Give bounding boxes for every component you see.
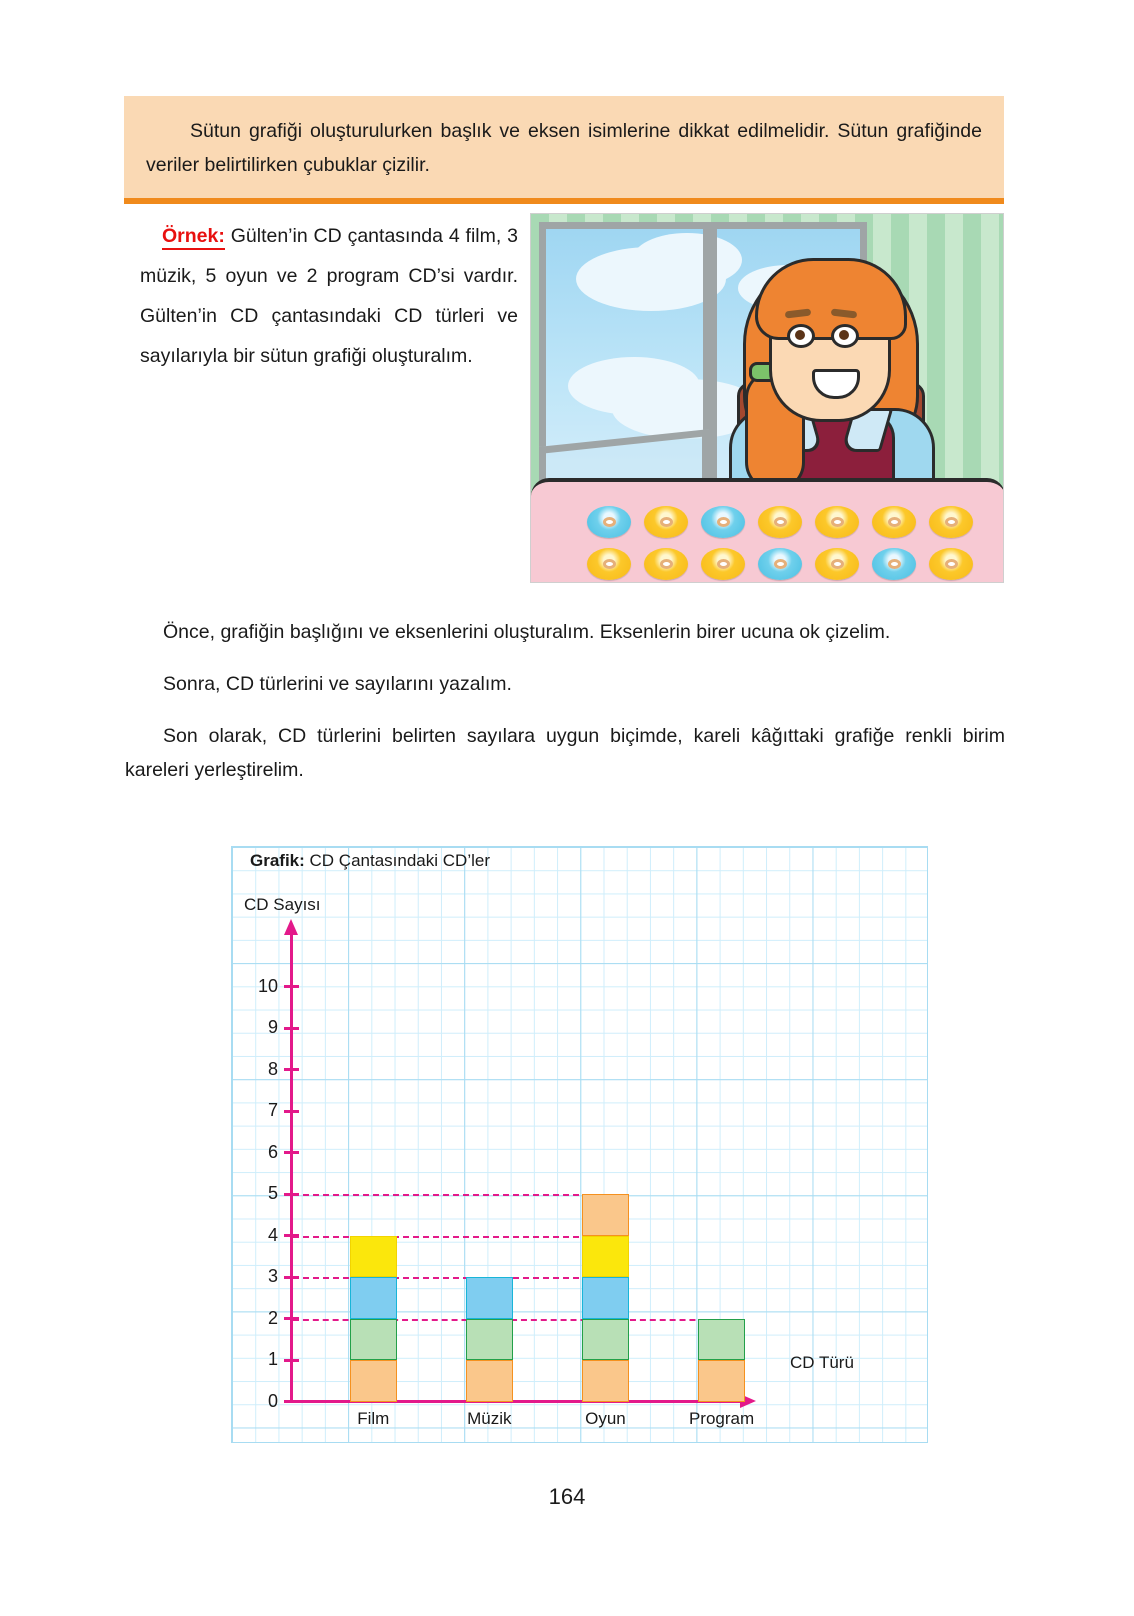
guide-line-3 [293,1277,629,1279]
y-tick-label-1: 1 [267,1349,278,1369]
bar-oyun [582,1194,629,1402]
desk [531,478,1004,582]
example-paragraph [140,216,518,376]
cd-icon [644,506,688,538]
eye-right [831,324,859,348]
bar-chart [231,846,928,1443]
cd-icon [815,506,859,538]
chart-title-prefix: Grafik: [250,851,305,870]
example-text: Gülten’in CD çantasında 4 film, 3 müzik, 5 oyun ve 2 program CD’si vardır. Gülten’in CD çantasındaki CD türleri ve sayılarıyla bir sütun grafiği oluşturalım. [140,225,519,367]
unit-square [582,1277,629,1319]
cd-icon [929,548,973,580]
unit-square [466,1277,513,1319]
cd-icon [644,548,688,580]
illustration-girl-with-cds [530,213,1004,583]
y-tick-0 [284,1400,299,1403]
y-tick-8 [284,1068,299,1071]
chart-title [250,851,490,871]
unit-square [350,1360,397,1402]
paragraph-1: Önce, grafiğin başlığını ve eksenlerini oluşturalım. Eksenlerin birer ucuna ok çizelim. [163,621,891,643]
y-tick-label-10: 10 [257,975,278,996]
bar-müzik [466,1277,513,1402]
unit-square [582,1319,629,1361]
unit-square [466,1360,513,1402]
y-tick-label-2: 2 [267,1307,278,1328]
category-label-program: Program [688,1409,755,1428]
cd-icon [587,548,631,580]
unit-square [582,1236,629,1278]
info-note-text: Sütun grafiği oluşturulurken başlık ve eksen isimlerine dikkat edilmelidir. Sütun grafiğinde veriler belirtilirken çubuklar çizilir. [146,120,982,176]
cd-icon [872,506,916,538]
y-tick-label-6: 6 [267,1141,278,1162]
unit-square [350,1319,397,1361]
paragraph-2: Sonra, CD türlerini ve sayılarını yazalım. [163,673,512,695]
y-tick-7 [284,1110,299,1113]
bar-film [350,1236,397,1402]
example-block [140,216,518,376]
example-label: Örnek: [162,225,225,250]
y-tick-label-5: 5 [267,1183,278,1203]
y-tick-label-3: 3 [267,1266,278,1286]
unit-square [350,1277,397,1319]
paragraph-block [125,615,1005,805]
unit-square [582,1194,629,1236]
chart-y-axis-label: CD Sayısı [244,895,321,914]
category-label-film: Film [357,1409,390,1428]
y-tick-label-8: 8 [267,1058,278,1079]
y-axis [290,933,293,1403]
paragraph-3: Son olarak, CD türlerini belirten sayılara uygun biçimde, kareli kâğıttaki grafiğe renkli birim kareleri yerleştirelim. [125,725,1005,781]
cd-icon [872,548,916,580]
y-tick-label-4: 4 [267,1224,278,1245]
unit-square [582,1360,629,1402]
y-tick-label-7: 7 [267,1100,278,1120]
cd-icon [701,548,745,580]
y-tick-9 [284,1027,299,1030]
unit-square [698,1360,745,1402]
mouth [812,369,860,399]
cd-icon [929,506,973,538]
chart-x-axis-label: CD Türü [790,1353,854,1372]
page-number: 164 [548,1484,586,1509]
y-tick-10 [284,985,299,988]
unit-square [350,1236,397,1278]
unit-square [466,1319,513,1361]
chart-title-text: CD Çantasındaki CD’ler [309,851,490,870]
guide-line-5 [293,1194,629,1196]
hair-front [755,258,907,340]
cd-icon [758,548,802,580]
category-label-oyun: Oyun [585,1409,626,1428]
cd-icon [815,548,859,580]
bar-program [698,1319,745,1402]
y-tick-label-0: 0 [267,1390,278,1411]
category-label-müzik: Müzik [467,1409,512,1428]
y-tick-6 [284,1151,299,1154]
unit-square [698,1319,745,1361]
cd-icon [758,506,802,538]
eye-left [787,324,815,348]
y-tick-label-9: 9 [267,1017,278,1037]
info-note-box [124,96,1004,204]
cd-icon [701,506,745,538]
y-tick-1 [284,1359,299,1362]
guide-line-4 [293,1236,629,1238]
cd-icon [587,506,631,538]
